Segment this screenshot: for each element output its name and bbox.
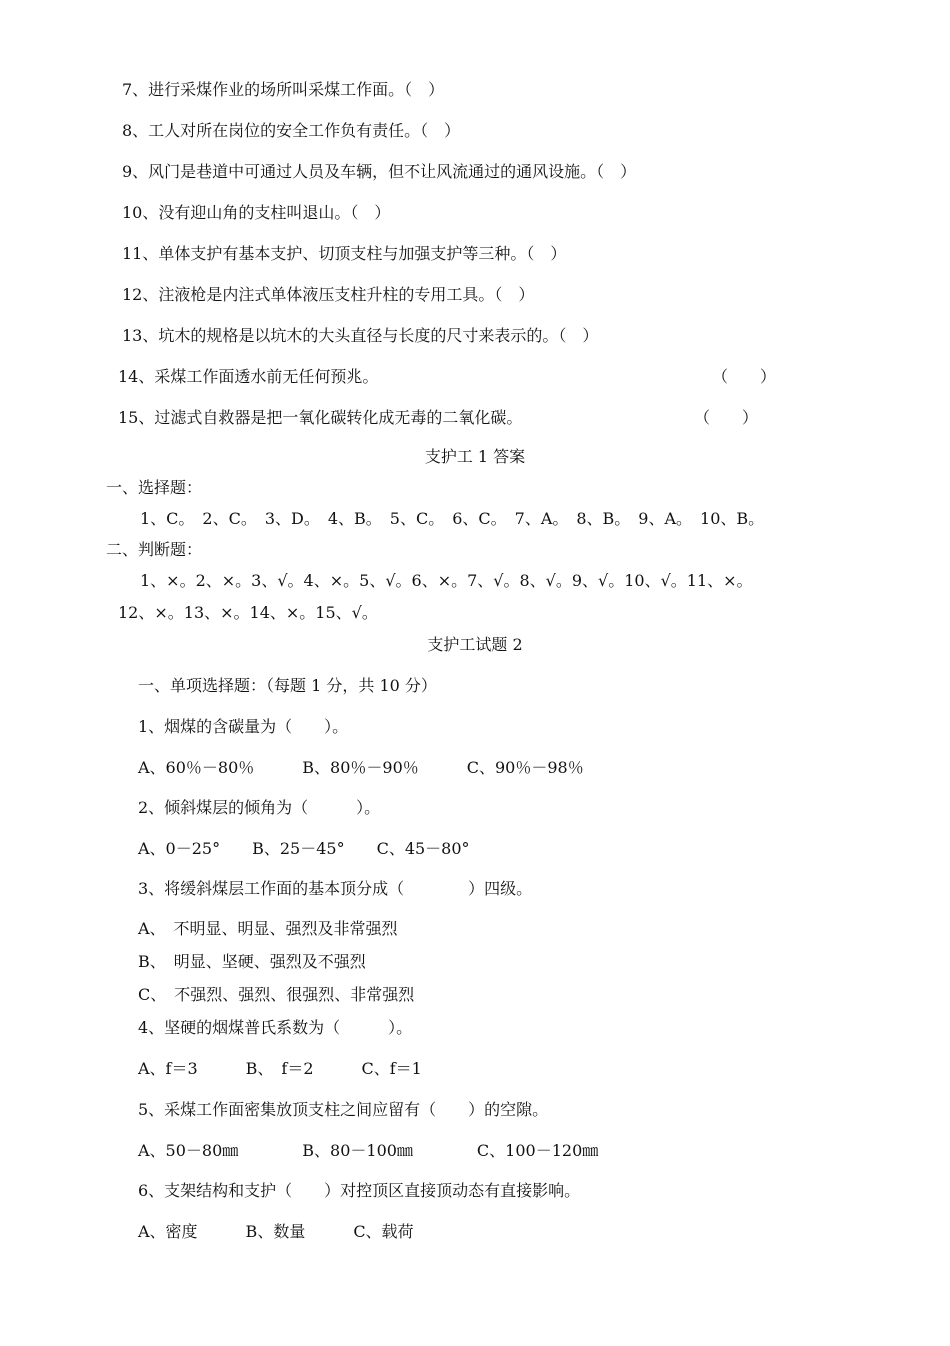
tf-question-15: 15、过滤式自救器是把一氧化碳转化成无毒的二氧化碳。 [118, 408, 523, 427]
exam2-title: 支护工试题 2 [427, 635, 523, 654]
tf-question-7: 7、进行采煤作业的场所叫采煤工作面。（ ） [122, 80, 445, 99]
tf-question-14-paren: （ ） [712, 367, 777, 386]
answers-section-tf: 二、判断题： [106, 540, 203, 559]
exam2-q6: 6、支架结构和支护（ ）对控顶区直接顶动态有直接影响。 [138, 1181, 581, 1200]
tf-question-8: 8、工人对所在岗位的安全工作负有责任。（ ） [122, 121, 461, 140]
tf-question-15-paren: （ ） [694, 408, 759, 427]
tf-answers-line-2: 12、×。13、×。14、×。15、√。 [118, 603, 378, 622]
exam2-q3: 3、将缓斜煤层工作面的基本顶分成（ ）四级。 [138, 879, 533, 898]
tf-question-10: 10、没有迎山角的支柱叫退山。（ ） [122, 203, 391, 222]
exam2-q1: 1、烟煤的含碳量为（ ）。 [138, 717, 349, 736]
exam2-q3-option-b: B、 明显、坚硬、强烈及不强烈 [138, 952, 366, 971]
exam2-q4-options: A、f＝3 B、 f＝2 C、f＝1 [138, 1059, 422, 1078]
tf-question-14: 14、采煤工作面透水前无任何预兆。 [118, 367, 379, 386]
exam2-q2: 2、倾斜煤层的倾角为（ ）。 [138, 798, 381, 817]
tf-question-9: 9、风门是巷道中可通过人员及车辆，但不让风流通过的通风设施。（ ） [122, 162, 637, 181]
exam2-q5-options: A、50－80㎜ B、80－100㎜ C、100－120㎜ [138, 1141, 599, 1160]
answers-title: 支护工 1 答案 [424, 447, 526, 466]
exam2-q4: 4、坚硬的烟煤普氏系数为（ ）。 [138, 1018, 413, 1037]
exam2-q5: 5、采煤工作面密集放顶支柱之间应留有（ ）的空隙。 [138, 1100, 549, 1119]
tf-question-12: 12、注液枪是内注式单体液压支柱升柱的专用工具。（ ） [122, 285, 535, 304]
tf-question-13: 13、坑木的规格是以坑木的大头直径与长度的尺寸来表示的。（ ） [122, 326, 599, 345]
exam2-q3-option-a: A、 不明显、明显、强烈及非常强烈 [138, 919, 398, 938]
exam2-q1-options: A、60％－80％ B、80％－90％ C、90％－98％ [138, 758, 584, 777]
choice-answers: 1、C。 2、C。 3、D。 4、B。 5、C。 6、C。 7、A。 8、B。 9、A。 10、B。 [140, 509, 765, 528]
exam2-q6-options: A、密度 B、数量 C、载荷 [138, 1222, 414, 1241]
tf-question-11: 11、单体支护有基本支护、切顶支柱与加强支护等三种。（ ） [122, 244, 567, 263]
exam2-q3-option-c: C、 不强烈、强烈、很强烈、非常强烈 [138, 985, 415, 1004]
answers-section-choice: 一、选择题： [106, 478, 203, 497]
exam2-section: 一、单项选择题：（每题 1 分，共 10 分） [138, 676, 437, 695]
exam2-q2-options: A、0－25° B、25－45° C、45－80° [138, 839, 470, 858]
tf-answers-line-1: 1、×。2、×。3、√。4、×。5、√。6、×。7、√。8、√。9、√。10、√。11、×。 [140, 571, 753, 590]
